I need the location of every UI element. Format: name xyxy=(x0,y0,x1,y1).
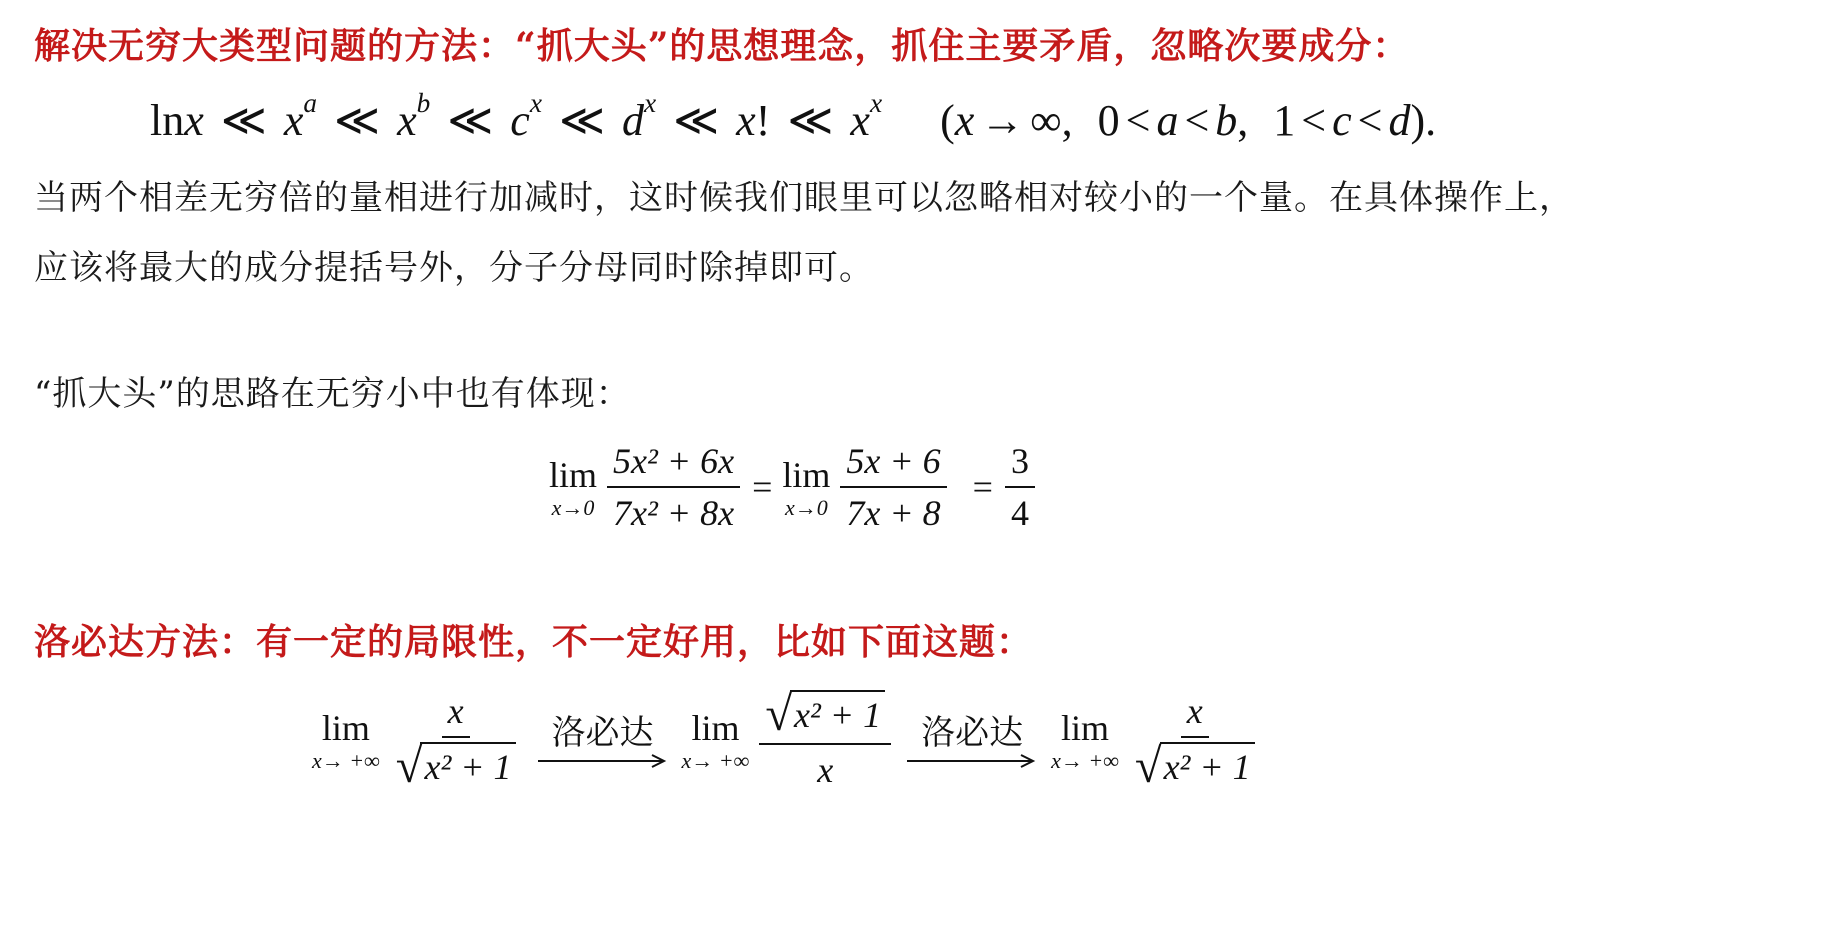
paragraph-line-2: 应该将最大的成分提括号外，分子分母同时除掉即可。 xyxy=(34,248,874,288)
paragraph-infinitesimal: “抓大头”的思路在无穷小中也有体现： xyxy=(34,374,631,414)
fraction-1: $\frac{\text{5x² + 6x}}{\text{7x² + 8x}}$ xyxy=(607,440,740,534)
heading-infinity-method: 解决无穷大类型问题的方法：“抓大头”的思想理念，抓住主要矛盾，忽略次要成分： xyxy=(34,25,1410,67)
sqrt-symbol: √ x² + 1 xyxy=(396,742,516,791)
lim-operator: lim x→ +∞ xyxy=(681,708,750,774)
fraction-2: $\frac{5x + 6}{7x + 8}$ xyxy=(840,440,946,534)
fraction-x-over-sqrt: x √ x² + 1 xyxy=(1129,690,1261,791)
example-lhopital-cycle xyxy=(308,687,1267,793)
order-of-growth-formula: lnx ≪ $x^a$ ≪ $x^b$ ≪ $c^x$ ≪ $d^x$ ≪ x! ≪ $x^x$ (x → ∞, 0 < a < b, 1 < c < d). xyxy=(150,88,1437,146)
lim-operator: lim x→0 xyxy=(782,454,831,520)
condition: (x → ∞, 0 < a < b, 1 < c < d). xyxy=(940,96,1437,146)
ln-symbol: ln xyxy=(150,96,185,146)
lhopital-arrow: 洛必达 xyxy=(907,713,1037,768)
lim-operator: lim x→ +∞ xyxy=(1051,708,1119,774)
example-limit-1: lim x→0 $\frac{\text{5x² + 6x}}{\text{7x² + 8x}}$ = lim x→0 $\frac{5x + 6}{7x + 8}$ = $\frac{3}{4}$ xyxy=(545,440,1041,534)
fraction-sqrt-over-x: √ x² + 1 x xyxy=(759,690,891,791)
paragraph-line-1: 当两个相差无穷倍的量相进行加减时，这时候我们眼里可以忽略相对较小的一个量。在具体操作上， xyxy=(34,178,1574,218)
fraction-result: $\frac{3}{4}$ xyxy=(1005,440,1035,534)
arrow-icon xyxy=(538,754,668,768)
heading-lhopital: 洛必达方法：有一定的局限性，不一定好用，比如下面这题： xyxy=(34,621,1034,663)
lim-operator: lim x→0 xyxy=(549,454,598,520)
sqrt-symbol: √ x² + 1 xyxy=(765,690,885,739)
arrow-icon xyxy=(907,754,1037,768)
fraction-x-over-sqrt: x √ x² + 1 xyxy=(390,690,522,791)
lhopital-arrow: 洛必达 xyxy=(538,713,668,768)
sqrt-symbol: √ x² + 1 xyxy=(1135,742,1255,791)
lim-operator: lim x→ +∞ xyxy=(312,708,380,774)
